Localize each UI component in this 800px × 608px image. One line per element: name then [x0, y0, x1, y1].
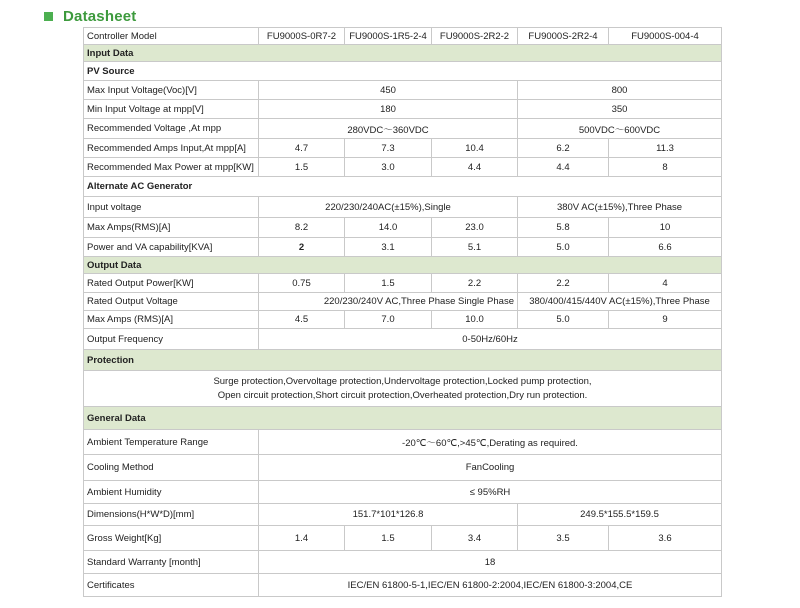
cell-value: 249.5*155.5*159.5: [518, 504, 722, 526]
cell-value: 6.6: [609, 238, 722, 257]
protection-line: Surge protection,Overvoltage protection,Undervoltage protection,Locked pump protection,: [213, 375, 592, 387]
table-row: [84, 574, 722, 597]
cell-value: 380/400/415/440V AC(±15%),Three Phase: [518, 293, 722, 311]
cell-value: FanCooling: [259, 455, 722, 481]
cell-value: 1.5: [345, 274, 432, 293]
cell-value: 1.5: [259, 158, 345, 177]
row-label: Rated Output Power[KW]: [84, 274, 259, 293]
section-heading-output-data: Output Data: [84, 257, 722, 274]
row-label: Ambient Humidity: [84, 481, 259, 504]
cell-value: -20℃～60℃,>45℃,Derating as required.: [259, 430, 722, 455]
cell-value: 800: [518, 81, 722, 100]
cell-value: IEC/EN 61800-5-1,IEC/EN 61800-2:2004,IEC/EN 61800-3:2004,CE: [259, 574, 722, 597]
datasheet-table: [83, 27, 722, 597]
cell-value: 3.6: [609, 526, 722, 551]
section-heading-general-data: General Data: [84, 407, 722, 430]
cell-value: 380V AC(±15%),Three Phase: [518, 197, 722, 218]
table-row: [84, 158, 722, 177]
datasheet-header: [44, 6, 137, 26]
table-row: [84, 293, 722, 311]
model-name: FU9000S-1R5-2-4: [345, 28, 432, 45]
section-row: [84, 350, 722, 371]
cell-value: 500VDC～600VDC: [518, 119, 722, 139]
cell-value: 9: [609, 311, 722, 329]
controller-model-label: Controller Model: [84, 28, 259, 45]
cell-value: 5.0: [518, 311, 609, 329]
model-header-row: [84, 28, 722, 45]
protection-description: [84, 371, 722, 407]
row-label: Cooling Method: [84, 455, 259, 481]
table-row: [84, 274, 722, 293]
table-row: [84, 81, 722, 100]
cell-value: 10: [609, 218, 722, 238]
section-row: [84, 257, 722, 274]
table-row: [84, 197, 722, 218]
cell-value: 14.0: [345, 218, 432, 238]
table-row: [84, 526, 722, 551]
table-row: [84, 218, 722, 238]
cell-value: 2: [259, 238, 345, 257]
model-name: FU9000S-004-4: [609, 28, 722, 45]
row-label: Output Frequency: [84, 329, 259, 350]
table-row: [84, 329, 722, 350]
section-heading-protection: Protection: [84, 350, 722, 371]
subsection-heading-pv-source: PV Source: [84, 62, 722, 81]
page-title: Datasheet: [63, 7, 137, 25]
cell-value: 2.2: [432, 274, 518, 293]
protection-line: Open circuit protection,Short circuit protection,Overheated protection,Dry run protection.: [217, 389, 588, 401]
row-label: Input voltage: [84, 197, 259, 218]
row-label: Max Input Voltage(Voc)[V]: [84, 81, 259, 100]
cell-value: 11.3: [609, 139, 722, 158]
cell-value: 7.3: [345, 139, 432, 158]
cell-value: 3.0: [345, 158, 432, 177]
cell-value: 350: [518, 100, 722, 119]
cell-value: 4.5: [259, 311, 345, 329]
row-label: Rated Output Voltage: [84, 293, 259, 311]
table-row: [84, 481, 722, 504]
subsection-row: [84, 177, 722, 197]
cell-value: 18: [259, 551, 722, 574]
model-name: FU9000S-2R2-2: [432, 28, 518, 45]
table-row: [84, 119, 722, 139]
section-row: [84, 45, 722, 62]
cell-value: 220/230/240V AC,Three Phase Single Phase: [259, 293, 518, 311]
model-name: FU9000S-0R7-2: [259, 28, 345, 45]
cell-value: 10.4: [432, 139, 518, 158]
cell-value: 0.75: [259, 274, 345, 293]
cell-value: 4.7: [259, 139, 345, 158]
table-row: [84, 430, 722, 455]
table-row: [84, 455, 722, 481]
row-label: Recommended Max Power at mpp[KW]: [84, 158, 259, 177]
cell-value: 151.7*101*126.8: [259, 504, 518, 526]
row-label: Gross Weight[Kg]: [84, 526, 259, 551]
cell-value: 3.5: [518, 526, 609, 551]
cell-value: 6.2: [518, 139, 609, 158]
cell-value: 5.8: [518, 218, 609, 238]
row-label: Dimensions(H*W*D)[mm]: [84, 504, 259, 526]
cell-value: 4.4: [432, 158, 518, 177]
cell-value: 5.1: [432, 238, 518, 257]
row-label: Recommended Voltage ,At mpp: [84, 119, 259, 139]
cell-value: ≤ 95%RH: [259, 481, 722, 504]
cell-value: 3.1: [345, 238, 432, 257]
cell-value: 2.2: [518, 274, 609, 293]
row-label: Recommended Amps Input,At mpp[A]: [84, 139, 259, 158]
cell-value: 1.5: [345, 526, 432, 551]
model-name: FU9000S-2R2-4: [518, 28, 609, 45]
cell-value: 1.4: [259, 526, 345, 551]
row-label: Max Amps (RMS)[A]: [84, 311, 259, 329]
cell-value: 0-50Hz/60Hz: [259, 329, 722, 350]
table-row: [84, 504, 722, 526]
cell-value: 4: [609, 274, 722, 293]
table-row: [84, 238, 722, 257]
cell-value: 8: [609, 158, 722, 177]
row-label: Ambient Temperature Range: [84, 430, 259, 455]
table-row: [84, 100, 722, 119]
cell-value: 450: [259, 81, 518, 100]
cell-value: 23.0: [432, 218, 518, 238]
cell-value: 7.0: [345, 311, 432, 329]
cell-value: 8.2: [259, 218, 345, 238]
cell-value: 10.0: [432, 311, 518, 329]
table-row: [84, 311, 722, 329]
cell-value: 5.0: [518, 238, 609, 257]
row-label: Min Input Voltage at mpp[V]: [84, 100, 259, 119]
cell-value: 180: [259, 100, 518, 119]
cell-value: 280VDC～360VDC: [259, 119, 518, 139]
table-row: [84, 371, 722, 407]
table-row: [84, 551, 722, 574]
cell-value: 220/230/240AC(±15%),Single: [259, 197, 518, 218]
section-row: [84, 407, 722, 430]
section-heading-input-data: Input Data: [84, 45, 722, 62]
cell-value: 3.4: [432, 526, 518, 551]
subsection-row: [84, 62, 722, 81]
cell-value: 4.4: [518, 158, 609, 177]
table-row: [84, 139, 722, 158]
green-square-icon: [44, 12, 53, 21]
subsection-heading-alt-ac: Alternate AC Generator: [84, 177, 722, 197]
row-label: Power and VA capability[KVA]: [84, 238, 259, 257]
row-label: Certificates: [84, 574, 259, 597]
row-label: Max Amps(RMS)[A]: [84, 218, 259, 238]
row-label: Standard Warranty [month]: [84, 551, 259, 574]
